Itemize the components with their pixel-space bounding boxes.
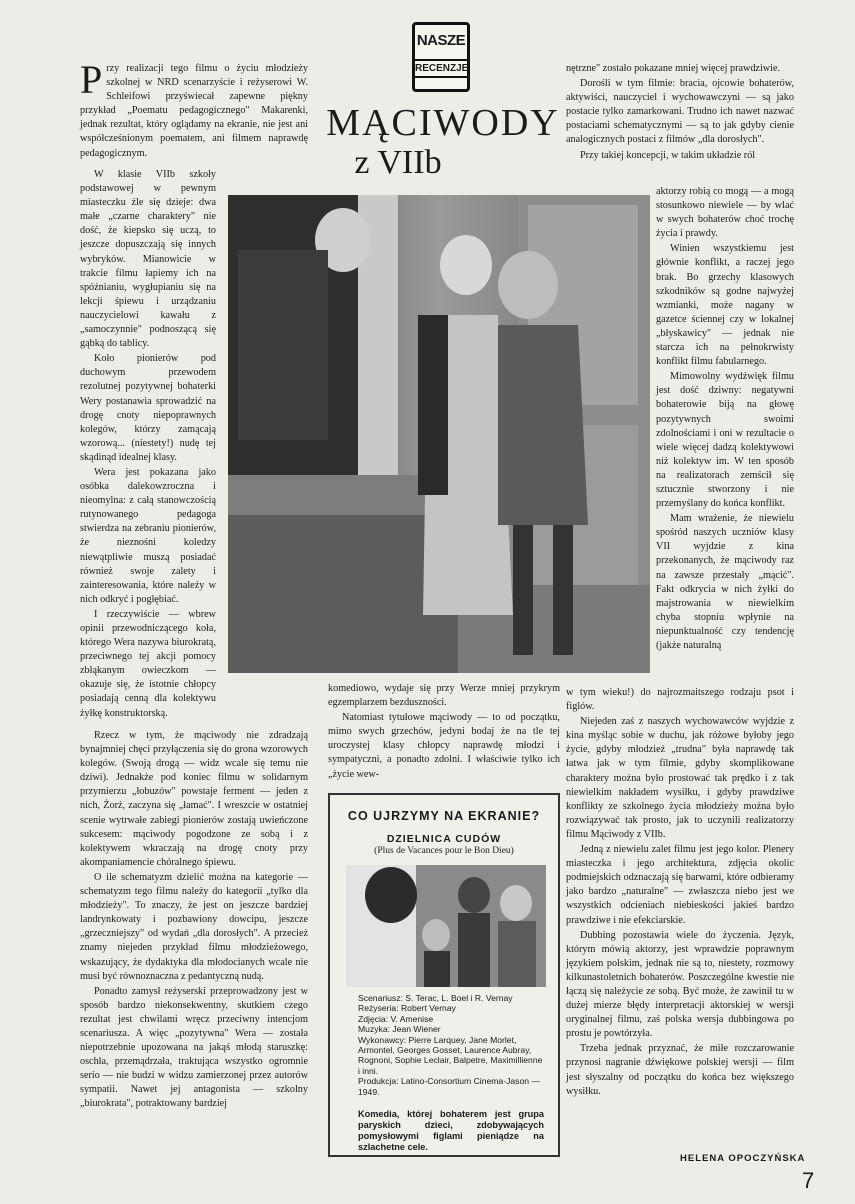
credit-line: Produkcja: Latino-Consortium Cinema-Jason — 1949. (358, 1076, 540, 1097)
credit-line: Scenariusz: S. Terac, L. Boel i R. Vernay (358, 993, 513, 1003)
paragraph: Dubbing pozostawia wiele do życzenia. Język, którym mówią aktorzy, jest wprawdzie poprawnym językiem polskim, jednak nie są to, niestety, rozmowy kilkunastoletnich bohaterów. Poszczególne kwestie nie łączą się należycie ze sobą. Być może, że zawinił tu w dużej mierze błędy interpretacji aktorskiej w wersji oryginalnej filmu, zaś polska wersja dubbingowa po prostu je powtórzyła. (566, 929, 794, 1040)
credit-line: Zdjęcia: V. Amenise (358, 1013, 434, 1024)
article-title: MĄCIWODY (326, 102, 560, 144)
badge-line-2: RECENZJE (415, 59, 467, 78)
left-column-bottom (80, 729, 308, 1112)
right-column-bottom (566, 686, 794, 1099)
middle-column (328, 682, 560, 782)
paragraph: Mimowolny wydźwięk filmu jest dość dziwny: negatywni bohaterowie biją na głowę pozytywnych swoimi zdolnościami i oni w rezultacie o wiele więcej dadzą kolektywowi niż kolektyw im. W ten sposób na realizatorach zemścił się sztucznie stworzony i nie przemyślany do końca konflikt. (656, 371, 794, 510)
left-column-narrow (80, 168, 216, 721)
paragraph: Winien wszystkiemu jest głównie konflikt, a raczej jego brak. Bo grzechy klasowych szkodników są godne najwyżej wzmianki, może nagany w gazetce ściennej czy w lokalnej „błyskawicy" — jednak nie starcza ich na pełnokrwisty konflikt filmu fabularnego. (656, 243, 794, 368)
paragraph: Trzeba jednak przyznać, że miłe rozczarowanie przynosi nagranie dźwiękowe polskiej wersji — film jest słyszalny od początku do końca bez większego wysiłku. (566, 1043, 794, 1097)
paragraph: W klasie VIIb szkoły podstawowej w pewnym miasteczku źle się dzieje: dwa małe „czarne charaktery" nie dość, że kiepsko się uczą, to jeszcze dopuszczają się innych wybryków. Mianowicie w trakcie filmu łapiemy ich na spóźnianiu, wygłupianiu się na lekcji śpiewu i urządzaniu nauczycielowi kawału z „samoczynnie" podnoszącą się gąbką do tablicy. (80, 169, 216, 350)
paragraph: Mam wrażenie, że niewielu spośród naszych uczniów klasy VII wyjdzie z kina przekonanych, że mąciwody raz na zawsze przestały „mącić". Fakt odkrycia w nich żyłki do majstrowania w niewielkim chyba stopniu wpłynie na niepunktualność czy tendencję (jakże naturalną (656, 513, 794, 651)
left-column-top (80, 57, 308, 161)
paragraph: O ile schematyzm dzielić można na kategorie — schematyzm tego filmu należy do kategorii „tylko dla młodzieży". To znaczy, że jest on jeszcze bardziej landrynkowaty i pozbawiony dowcipu, jeszcze „grzeczniejszy" od wydań „dla dorosłych". A przecież znamy niejeden przykład filmu młodzieżowego, wskazujący, że dydaktyka dla młodocianych wcale nie musi być równoznaczna z pedantyczną nudą. (80, 871, 308, 982)
paragraph: rzy realizacji tego filmu o życiu młodzieży szkolnej w NRD scenarzyście i reżyserowi W. Schleifowi przyświecał zapewne piękny przykład „Poematu pedagogicznego" Makarenki, jednak rezultat, który oglądamy na ekranie, nie jest ani współcześnionym poematem, ani filmem naprawdę pedagogicznym. (80, 63, 308, 159)
paragraph: Rzecz w tym, że mąciwody nie zdradzają bynajmniej chęci przyłączenia się do grona wzorowych kolegów. (Swoją drogą — widz wcale się temu nie dziwi). Jednakże pod koniec filmu w solidarnym przymierzu „łobuzów" powstaje ferment — jeden z nich, Żorż, zaczyna się „łamać". I wreszcie w ostatniej scenie wytrwałe zabiegi pionierów zostają uwieńczone sukcesem: mąciwody pogodzone ze sobą i z kolektywem wkraczają na drogę cnoty przy akompaniamencie chóralnego śpiewu. (80, 730, 308, 868)
section-badge (412, 22, 470, 92)
author-signature: HELENA OPOCZYŃSKA (680, 1153, 806, 1164)
paragraph: Koło pionierów pod duchowym przewodem rezolutnej pozytywnej bohaterki Wery postanawia sprowadzić na drogę cnoty niepoprawnych kolegów, którzy zamącają wzorową... (niestety!) nudę tej skądinąd idealnej klasy. (80, 353, 216, 463)
paragraph: w tym wieku!) do najrozmaitszego rodzaju psot i figlów. (566, 687, 794, 713)
paragraph: Niejeden zaś z naszych wychowawców wyjdzie z kina myśląc sobie w duchu, jak różowe byłoby jego życie, gdyby młodzież „trudna" była naprawdę tak łatwa jak w tym filmie, gdyby skomplikowane charaktery można było prostować tak prędko i z tak niewielkim nakładem wysiłku, i gdyby prawdziwe konflikty ze szkolnego życia młodzieży można było rozwiązywać tak prosto, jak to uczynili realizatorzy filmu Mąciwody z VIIb. (566, 716, 794, 840)
paragraph: Natomiast tytułowe mąciwody — to od początku, mimo swych grzechów, jedyni bodaj że na tle tej uroczystej klasy chłopcy naprawdę młodzi i sympatyczni, a ponadto zdolni. I właściwie tylko ich „życie wew- (328, 712, 560, 780)
box-film-title: DZIELNICA CUDÓW (386, 833, 502, 845)
credit-line: Reżyseria: Robert Vernay (358, 1003, 456, 1014)
right-column-top (566, 62, 794, 163)
box-summary: Komedia, której bohaterem jest grupa paryskich dzieci, zdobywających pomysłowymi figlami pieniądze na szlachetne cele. (358, 1109, 544, 1152)
credit-line: Wykonawcy: Pierre Larquey, Jane Morlet, Armontel, Georges Gosset, Laurence Aubray, Rognoni, Sophie Leclair, Balpetre, Maximillienne i inni. (358, 1034, 543, 1076)
box-credits (358, 993, 544, 1097)
film-still-photo (228, 195, 650, 673)
box-film-subtitle: (Plus de Vacances pour le Bon Dieu) (374, 846, 514, 856)
paragraph: aktorzy robią co mogą — a mogą stosunkowo niewiele — by wlać w swych bohaterów choć trochę życia i prawdy. (656, 186, 794, 240)
box-heading: CO UJRZYMY NA EKRANIE? (347, 809, 541, 823)
paragraph: komediowo, wydaje się przy Werze mniej przykrym egzemplarzem bezduszności. (328, 683, 560, 709)
right-column-narrow (656, 185, 794, 653)
paragraph: Ponadto zamysł reżyserski przeprowadzony jest w sposób bardzo niekonsekwentny, skutkiem czego rezultat jest chwilami wręcz przeciwny intencjom scenariusza. A więc „pozytywna" Wera — została niepotrzebnie upozowana na jakąś młodą staruszkę: oschła, przemądrzała, traktująca wszystko ogromnie serio — nie budzi w widzu zamierzonej przez autorów sympatii. Nawet jej antagonista — szkolny „biurokrata", potraktowany bardziej (80, 985, 308, 1110)
paragraph: Dorośli w tym filmie: bracia, ojcowie bohaterów, aktywiści, nauczyciel i wychowawczyni — są jako postacie tylko zamarkowani. Trudno ich nawet nazwać postaciami schematycznymi — są to jak gdyby cienie analogicznych postaci z filmów „dla dorosłych". (566, 78, 794, 146)
badge-line-1: NASZE (416, 32, 466, 49)
box-film-photo (346, 865, 546, 987)
paragraph: Przy takiej koncepcji, w takim układzie ról (580, 149, 756, 161)
paragraph: I rzeczywiście — wbrew opinii przewodniczącego koła, którego Wera nazywa biurokratą, przeciwnego tej akcji pomocy zbłąkanym owieczkom — okazuje się, że istotnie chłopcy posiadają cenną dla kolektywu żyłkę konstruktorską. (80, 608, 216, 719)
paragraph: Wera jest pokazana jako osóbka dalekowzroczna i nieomylna: z całą stanowczością rutynowanego pedagoga stwierdza na zebraniu pionierów, że nieznośni koledzy niewątpliwie muszą posiadać również swoje zalety i zainteresowania, które należy w nich odkryć i pogłębiać. (80, 466, 216, 605)
drop-cap: P (80, 57, 103, 102)
page-number: 7 (802, 1168, 815, 1193)
credit-line: Muzyka: Jean Wiener (358, 1024, 441, 1035)
article-subtitle: z VIIb (354, 144, 442, 181)
paragraph: Jedną z niewielu zalet filmu jest jego kolor. Plenery miasteczka i jego architektura, zdjęcia okolic podmiejskich odznaczają się barwami, które odbieramy jako bardzo „naturalne" — zwłaszcza niebo jest we wszystkich odcieniach niebieskości jakieś bardzo prawdziwe i nie efekciarskie. (566, 844, 794, 926)
upcoming-film-box (328, 793, 560, 1157)
paragraph: nętrzne" zostało pokazane mniej więcej prawdziwie. (566, 63, 781, 74)
